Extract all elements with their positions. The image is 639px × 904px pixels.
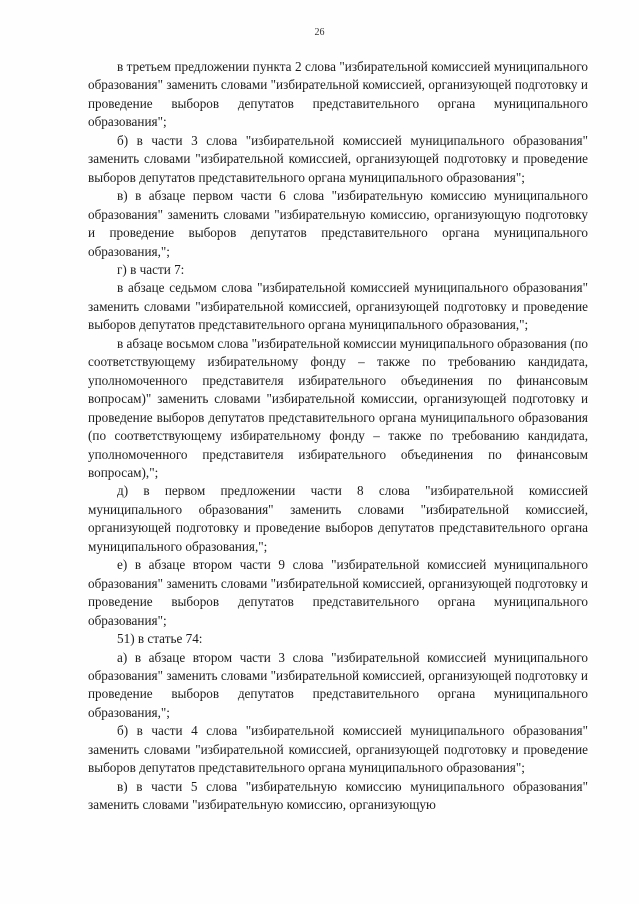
- paragraph: 51) в статье 74:: [117, 631, 203, 647]
- paragraph: а) в абзаце втором части 3 слова "избирательной комиссией муниципального образования" заменить словами "избирательной комиссией, организующей подготовку и проведение выборов депутатов представительного органа муниципального образования,";: [88, 649, 588, 720]
- paragraph: в абзаце седьмом слова "избирательной комиссией муниципального образования" заменить словами "избирательной комиссией, организующей подготовку и проведение выборов депутатов представительного органа муниципального образования,";: [88, 280, 588, 333]
- page-number: 26: [314, 27, 325, 38]
- paragraph: б) в части 3 слова "избирательной комиссией муниципального образования" заменить словами "избирательной комиссией, организующей подготовку и проведение выборов депутатов представительного органа муниципального образования";: [88, 132, 588, 185]
- paragraph: в) в абзаце первом части 6 слова "избирательную комиссию муниципального образования" заменить словами "избирательную комиссию, организующую подготовку и проведение выборов депутатов представительного органа муниципального образования,";: [88, 188, 588, 259]
- paragraph: в абзаце восьмом слова "избирательной комиссии муниципального образования (по соответствующему избирательному фонду – также по требованию кандидата, уполномоченного представителя избирательного объединения по финансовым вопросам)" заменить словами "избирательной комиссии, организующей подготовку и проведение выборов депутатов представительного органа муниципального образования (по соответствующему избирательному фонду – также по требованию кандидата, уполномоченного представителя избирательного объединения по финансовым вопросам),";: [88, 335, 588, 480]
- paragraph: б) в части 4 слова "избирательной комиссией муниципального образования" заменить словами "избирательной комиссией, организующей подготовку и проведение выборов депутатов представительного органа муниципального образования";: [88, 723, 588, 776]
- paragraph: в) в части 5 слова "избирательную комиссию муниципального образования" заменить словами "избирательную комиссию, организующую: [88, 778, 588, 813]
- paragraph: д) в первом предложении части 8 слова "избирательной комиссией муниципального образования" заменить словами "избирательной комиссией, организующей подготовку и проведение выборов депутатов представительного органа муниципального образования,";: [88, 483, 588, 554]
- paragraph: в третьем предложении пункта 2 слова "избирательной комиссией муниципального образования" заменить словами "избирательной комиссией, организующей подготовку и проведение выборов депутатов представительного органа муниципального образования";: [88, 59, 588, 130]
- document-body: [88, 58, 588, 815]
- paragraph: г) в части 7:: [117, 261, 185, 277]
- paragraph: е) в абзаце втором части 9 слова "избирательной комиссией муниципального образования" заменить словами "избирательной комиссией, организующей подготовку и проведение выборов депутатов представительного органа муниципального образования";: [88, 557, 588, 628]
